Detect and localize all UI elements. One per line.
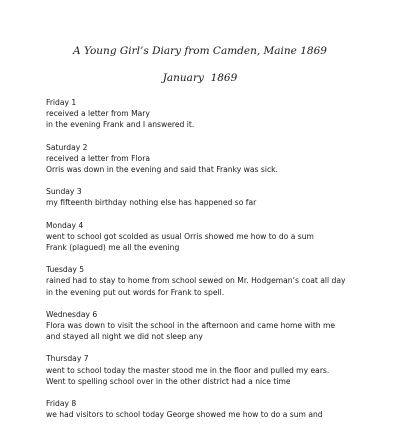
entry-date: Sunday 3 (46, 187, 82, 197)
diary-entry (46, 186, 396, 208)
entry-date: Friday 8 (46, 399, 77, 409)
entry-text-line: in the evening Frank and I answered it. (46, 120, 195, 130)
entry-text-line: Orris was down in the evening and said that Franky was sick. (46, 165, 278, 175)
entry-text-line: received a letter from Flora (46, 153, 150, 163)
diary-entries (46, 97, 396, 431)
entry-date: Friday 1 (46, 98, 77, 107)
diary-entry (46, 309, 396, 343)
diary-entry (46, 97, 396, 131)
entry-text-line: Flora was down to visit the school in the afternoon and came home with me (46, 321, 336, 331)
entry-text-line: and stayed all night we did not sleep any (46, 332, 203, 342)
entry-text-line: went to school today the master stood me in the floor and pulled my ears. (46, 365, 330, 375)
entry-text-line: received a letter from Mary (46, 109, 150, 119)
entry-text-line: rained had to stay to home from school sewed on Mr. Hodgeman’s coat all day (46, 276, 346, 286)
document-title: A Young Girl’s Diary from Camden, Maine 1869 (73, 45, 327, 57)
entry-text-line: Frank (plagued) me all the evening (46, 243, 180, 253)
diary-entry (46, 264, 396, 298)
entry-text-line: in the evening put out words for Frank to spell. (46, 287, 225, 297)
entry-date: Saturday 2 (46, 142, 88, 152)
diary-entry (46, 220, 396, 254)
entry-date: Wednesday 6 (46, 309, 98, 319)
diary-entry (46, 398, 396, 420)
entry-text-line: went to school got scolded as usual Orris showed me how to do a sum (46, 231, 314, 241)
document-subtitle: January 1869 (162, 72, 238, 84)
entry-text-line: we had visitors to school today George showed me how to do a sum and (46, 410, 323, 420)
diary-entry (46, 142, 396, 176)
entry-date: Monday 4 (46, 220, 84, 230)
entry-date: Tuesday 5 (46, 265, 85, 275)
diary-entry (46, 353, 396, 387)
entry-date: Thursday 7 (46, 354, 89, 364)
entry-text-line: Went to spelling school over in the other district had a nice time (46, 376, 291, 386)
entry-text-line: my fifteenth birthday nothing else has happened so far (46, 198, 257, 208)
